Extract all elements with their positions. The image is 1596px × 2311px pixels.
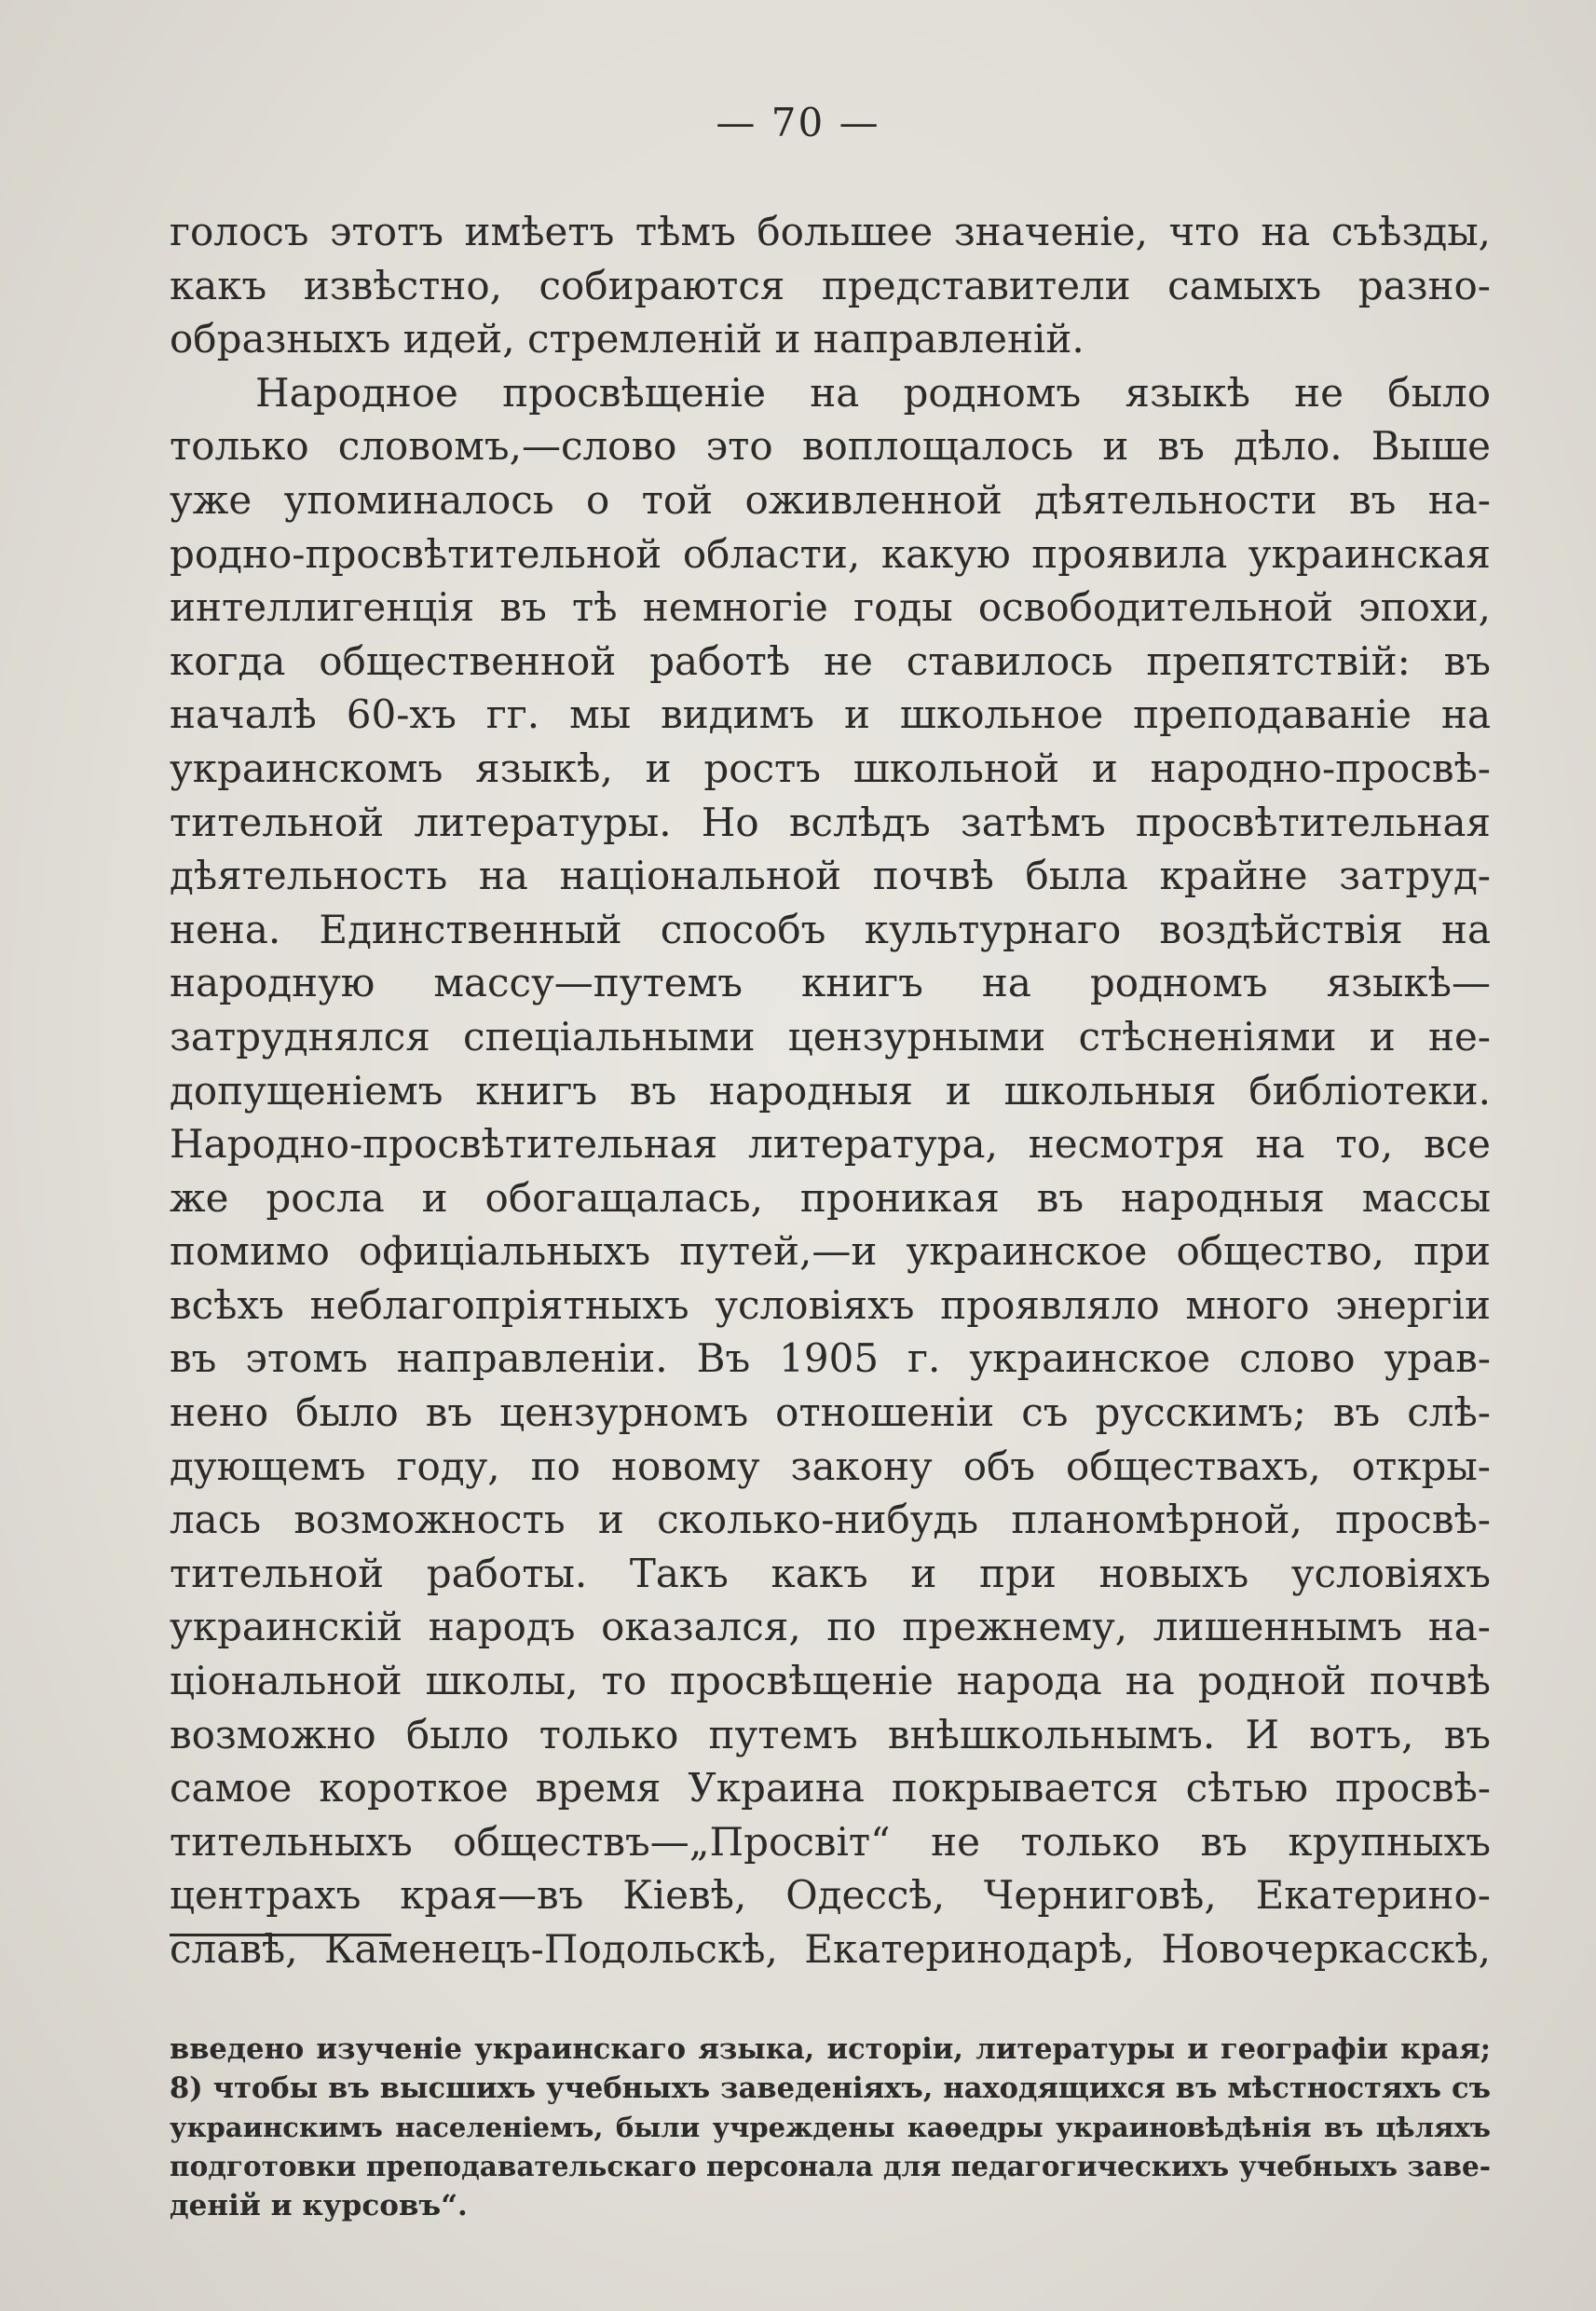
body-line: родно-просвѣтительной области, какую проявила украинская — [170, 530, 1491, 577]
footnote — [170, 2030, 1491, 2225]
body-line: нена. Единственный способъ культурнаго воздѣйствія на — [170, 906, 1491, 952]
body-line: Народно-просвѣтительная литература, несмотря на то, все — [170, 1121, 1491, 1168]
body-line: помимо офиціальныхъ путей,—и украинское общество, при — [170, 1228, 1491, 1275]
body-line: тительной литературы. Но вслѣдъ затѣмъ просвѣтительная — [170, 799, 1491, 845]
body-line: всѣхъ неблагопріятныхъ условіяхъ проявляло много энергіи — [170, 1281, 1491, 1328]
footnote-line: деній и курсовъ“. — [170, 2189, 468, 2222]
footnote-line: подготовки преподавательскаго персонала для педагогическихъ учебныхъ заве- — [170, 2150, 1491, 2182]
body-line: уже упоминалось о той оживленной дѣятельности въ на- — [170, 476, 1491, 523]
page-number: — 70 — — [716, 100, 880, 145]
body-line: интеллигенція въ тѣ немногіе годы освободительной эпохи, — [170, 584, 1491, 631]
body-line: образныхъ идей, стремленій и направленій. — [170, 316, 1084, 362]
body-line: ціональной школы, то просвѣщеніе народа на родной почвѣ — [170, 1658, 1491, 1704]
body-line: въ этомъ направленіи. Въ 1905 г. украинское слово урав- — [170, 1335, 1491, 1382]
footnote-line: 8) чтобы въ высшихъ учебныхъ заведеніяхъ, находящихся въ мѣстностяхъ съ — [170, 2072, 1491, 2105]
body-line: тительныхъ обществъ—„Просвіт“ не только въ крупныхъ — [170, 1818, 1491, 1865]
body-line: народную массу—путемъ книгъ на родномъ языкѣ— — [170, 960, 1491, 1006]
body-line: тительной работы. Такъ какъ и при новыхъ условіяхъ — [170, 1550, 1491, 1596]
body-line: только словомъ,—слово это воплощалось и въ дѣло. Выше — [170, 423, 1491, 470]
body-line: украинскомъ языкѣ, и ростъ школьной и народно-просвѣ- — [170, 745, 1491, 791]
body-line: затруднялся спеціальными цензурными стѣсненіями и не- — [170, 1013, 1491, 1060]
body-line: началѣ 60-хъ гг. мы видимъ и школьное преподаваніе на — [170, 691, 1491, 738]
body-line: голосъ этотъ имѣетъ тѣмъ большее значеніе, что на съѣзды, — [170, 209, 1491, 254]
body-line: славѣ, Каменецъ-Подольскѣ, Екатеринодарѣ, Новочеркасскѣ, — [170, 1926, 1491, 1972]
body-line: же росла и обогащалась, проникая въ народныя массы — [170, 1174, 1491, 1221]
body-line: когда общественной работѣ не ставилось препятствій: въ — [170, 637, 1491, 684]
footnote-line: введено изученіе украинскаго языка, исторіи, литературы и географіи края; — [170, 2032, 1491, 2066]
body-line: нено было въ цензурномъ отношеніи съ русскимъ; въ слѣ- — [170, 1389, 1491, 1436]
body-line: лась возможность и сколько-нибудь планомѣрной, просвѣ- — [170, 1497, 1491, 1543]
body-line: возможно было только путемъ внѣшкольнымъ. И вотъ, въ — [170, 1711, 1491, 1757]
footnote-divider — [170, 1934, 391, 1936]
body-line: центрахъ края—въ Кіевѣ, Одессѣ, Черниговѣ, Екатерино- — [170, 1872, 1491, 1919]
body-line: самое короткое время Украина покрывается сѣтью просвѣ- — [170, 1765, 1491, 1812]
footnote-line: украинскимъ населеніемъ, были учреждены каѳедры украиновѣдѣнія въ цѣляхъ — [170, 2112, 1491, 2143]
body-line: допущеніемъ книгъ въ народныя и школьныя библіотеки. — [170, 1067, 1491, 1114]
body-line: какъ извѣстно, собираются представители самыхъ разно- — [170, 262, 1491, 308]
body-line: украинскій народъ оказался, по прежнему, лишеннымъ на- — [170, 1604, 1491, 1650]
body-line: Народное просвѣщеніе на родномъ языкѣ не было — [255, 369, 1491, 416]
body-line: дѣятельность на національной почвѣ была крайне затруд- — [170, 853, 1491, 899]
body-line: дующемъ году, по новому закону объ обществахъ, откры- — [170, 1443, 1491, 1489]
body-text — [170, 205, 1491, 1976]
